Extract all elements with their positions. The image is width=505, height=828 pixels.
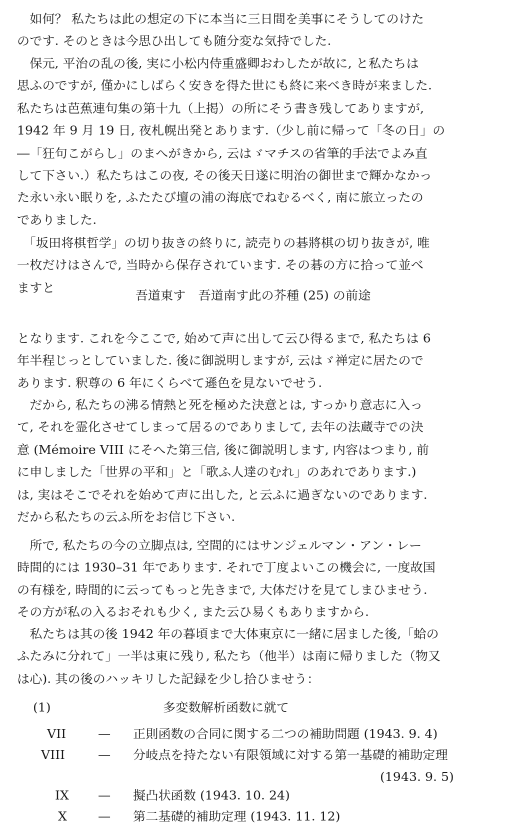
dash: — xyxy=(98,726,111,742)
text-line: 私たちは芭蕉連句集の第十九（上掲）の所にそう書き残してありますが, xyxy=(17,100,425,116)
item-text: 第二基礎的補助定理 (1943. 11. 12) xyxy=(133,808,341,824)
item-text: 分岐点を持たない有限領域に対する第一基礎的補助定理 xyxy=(133,747,448,763)
text-line: 一枚だけはさんで, 当時から保存されています. その碁の方に拾って並べ xyxy=(17,257,424,273)
roman-numeral: VIII xyxy=(41,747,66,763)
text-line: て, それを霊化させてしまって居るのでありまして, 去年の法蔵寺での決 xyxy=(17,420,424,435)
roman-numeral: VII xyxy=(47,726,67,742)
text-line: 所で, 私たちの今の立脚点は, 空間的にはサンジェルマン・アン・レー xyxy=(17,537,422,553)
text-line: 思ふのですが, 僅かにしばらく安きを得た世にも終に来べき時が来ました. xyxy=(17,78,433,93)
text-line: 1942 年 9 月 19 日, 夜札幌出発とあります.（少し前に帰って「冬の日」の xyxy=(17,123,446,138)
text-line: ふたみに分れて」一半は東に残り, 私たち（他半）は南に帰りました（物又 xyxy=(17,648,441,664)
paragraph-6 xyxy=(17,534,489,623)
text-line: でありました. xyxy=(17,212,97,227)
text-line: 時間的には 1930–31 年であります. それで丁度よいこの機会に, 一度故国 xyxy=(17,560,436,575)
text-line: だから私たちの云ふ所をお信じ下さい. xyxy=(17,509,236,524)
item-text: 正則函数の合同に関する二つの補助問題 (1943. 9. 4) xyxy=(133,726,438,742)
item-date: (1943. 9. 5) xyxy=(380,769,454,785)
text-line: ―「狂句こがらし」のまへがきから, 云はゞマチスの省筆的手法でよみ直 xyxy=(17,145,428,160)
text-line: ますと xyxy=(17,280,55,295)
text-line: 「坂田将棋哲学」の切り抜きの終りに, 読売りの碁將棋の切り抜きが, 唯 xyxy=(17,235,430,250)
text-line: その方が私の入るおそれも少く, また云ひ易くもありますから. xyxy=(17,604,370,620)
text-line: だから, 私たちの沸る情熱と死を極めた決意とは, すっかり意志に入っ xyxy=(17,397,423,413)
dash: — xyxy=(98,747,111,763)
text-line: となります. これを今ここで, 始めて声に出して云ひ得るまで, 私たちは 6 xyxy=(17,330,431,346)
dash: — xyxy=(98,787,111,803)
text-line: 意 (Mémoire VIII にそへた第三信, 後に御説明します, 内容はつまり, 前 xyxy=(17,442,429,457)
text-line: は, 実はそこでそれを始めて声に出した, と云ふに過ぎないのであります. xyxy=(17,486,428,502)
text-line: あります. 釈尊の 6 年にくらべて遜色を見ないでせう. xyxy=(17,375,323,390)
text-line: は心). 其の後のハッキリした記録を少し拾ひませう： xyxy=(17,671,320,686)
text-line: 年半程じっとしていました. 後に御説明しますが, 云はゞ禅定に居たので xyxy=(17,353,424,368)
paragraph-1 xyxy=(17,8,489,53)
paragraph-5 xyxy=(17,394,489,528)
section-number: (1) xyxy=(33,700,51,715)
text-line: 保元, 平治の乱の後, 実に小松内侍重盛卿おわしたが故に, と私たちは xyxy=(17,56,419,71)
text-line: のです. そのときは今思ひ出しても随分変な気持でした. xyxy=(17,33,332,49)
paragraph-4 xyxy=(17,327,489,394)
dash: — xyxy=(98,808,111,824)
section-title: 多変数解析函数に就て xyxy=(163,700,289,715)
text-line: して下さい.）私たちはこの夜, その後天日遂に明治の御世まで輝かなかっ xyxy=(17,167,433,183)
text-line: の有様を, 時間的に云ってもっと先きまで, 大体だけを見てしまひませう. xyxy=(17,582,428,597)
paragraph-7 xyxy=(17,623,489,690)
text-line: 私たちは其の後 1942 年の暮頃まで大体東京に一緒に居ました後,「蛤の xyxy=(17,626,439,641)
text-line: た永い永い眠りを, ふたたび壇の浦の海底でねむるべく, 南に旅立ったの xyxy=(17,190,424,205)
text-line: に申しました「世界の平和」と「歌ふ人達のむれ」のあれであります.) xyxy=(17,464,417,479)
centered-quote xyxy=(17,284,489,306)
text-line: 如何？ 私たちは此の想定の下に本当に三日間を美事にそうしてのけた xyxy=(17,11,425,26)
roman-numeral: IX xyxy=(55,787,69,803)
paragraph-2 xyxy=(17,52,489,230)
roman-numeral: X xyxy=(58,808,67,824)
quote-line: 吾道東す 吾道南す此の芥種 (25) の前途 xyxy=(135,288,371,303)
item-text: 擬凸状函数 (1943. 10. 24) xyxy=(133,787,290,803)
